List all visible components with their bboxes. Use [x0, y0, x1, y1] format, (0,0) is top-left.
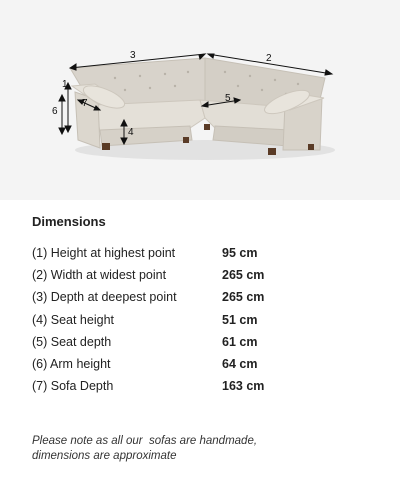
dimension-row — [32, 353, 332, 375]
marker-5: 5 — [225, 93, 231, 104]
marker-2: 2 — [266, 53, 272, 64]
dimension-label: (3) Depth at deepest point — [32, 290, 177, 305]
dimensions-heading: Dimensions — [32, 214, 106, 229]
dimension-row — [32, 286, 332, 308]
dimension-row — [32, 331, 332, 353]
dimension-row — [32, 264, 332, 286]
dimension-label: (5) Seat depth — [32, 334, 112, 349]
dimension-value: 51 cm — [222, 312, 258, 327]
marker-3: 3 — [130, 50, 136, 61]
dimension-value: 61 cm — [222, 334, 258, 349]
dimension-row — [32, 375, 332, 397]
dimension-value: 265 cm — [222, 290, 265, 305]
dimension-value: 163 cm — [222, 379, 265, 394]
dimension-label: (1) Height at highest point — [32, 246, 176, 261]
marker-6: 6 — [52, 106, 58, 117]
dimension-label: (2) Width at widest point — [32, 268, 167, 283]
dimension-row — [32, 309, 332, 331]
dimension-value: 64 cm — [222, 357, 258, 372]
dimension-label: (6) Arm height — [32, 357, 111, 372]
dimension-value: 95 cm — [222, 246, 258, 261]
corner-sofa-illustration — [0, 0, 400, 200]
product-image-area — [0, 0, 400, 200]
dimension-label: (4) Seat height — [32, 312, 114, 327]
dimensions-list — [32, 242, 332, 397]
handmade-note — [32, 434, 332, 464]
dimension-label: (7) Sofa Depth — [32, 379, 114, 394]
dimension-value: 265 cm — [222, 268, 265, 283]
marker-7: 7 — [82, 98, 88, 109]
marker-4: 4 — [128, 127, 134, 138]
note-line-2: dimensions are approximate — [32, 450, 177, 462]
dimension-row — [32, 242, 332, 264]
note-line-1: Please note as all our sofas are handmade, — [32, 435, 258, 447]
marker-1: 1 — [62, 79, 68, 90]
